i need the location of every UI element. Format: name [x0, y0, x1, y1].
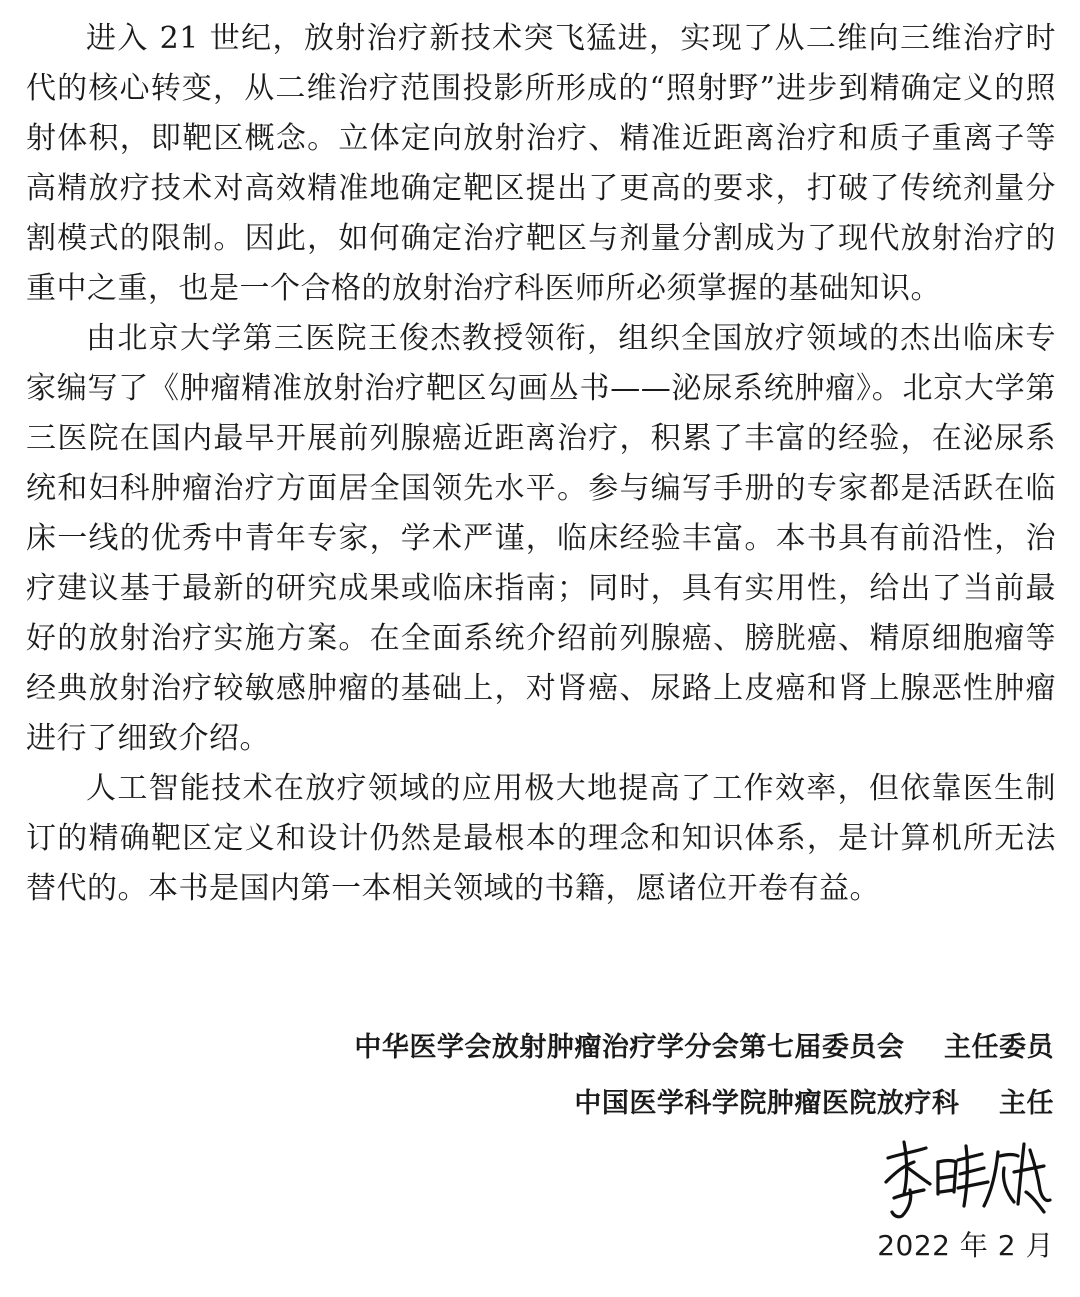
signature-block	[354, 1030, 1054, 1264]
paragraph-3: 人工智能技术在放疗领域的应用极大地提高了工作效率，但依靠医生制订的精确靶区定义和设计仍然是最根本的理念和知识体系，是计算机所无法替代的。本书是国内第一本相关领域的书籍，愿诸位开卷有益。	[26, 771, 1056, 906]
preface-body	[26, 14, 1056, 914]
author-title-line-2: 中国医学科学院肿瘤医院放疗科 主任	[574, 1088, 1054, 1119]
date-line: 2022 年 2 月	[877, 1229, 1054, 1262]
paragraph-1: 进入 21 世纪，放射治疗新技术突飞猛进，实现了从二维向三维治疗时代的核心转变，从二维治疗范围投影所形成的“照射野”进步到精确定义的照射体积，即靶区概念。立体定向放射治疗、精准近距离治疗和质子重离子等高精放疗技术对高效精准地确定靶区提出了更高的要求，打破了传统剂量分割模式的限制。因此，如何确定治疗靶区与剂量分割成为了现代放射治疗的重中之重，也是一个合格的放射治疗科医师所必须掌握的基础知识。	[26, 21, 1056, 306]
author-title-line-1: 中华医学会放射肿瘤治疗学分会第七届委员会 主任委员	[354, 1032, 1054, 1063]
handwritten-signature	[874, 1132, 1054, 1222]
paragraph-2: 由北京大学第三医院王俊杰教授领衔，组织全国放疗领域的杰出临床专家编写了《肿瘤精准放射治疗靶区勾画丛书——泌尿系统肿瘤》。北京大学第三医院在国内最早开展前列腺癌近距离治疗，积累了丰富的经验，在泌尿系统和妇科肿瘤治疗方面居全国领先水平。参与编写手册的专家都是活跃在临床一线的优秀中青年专家，学术严谨，临床经验丰富。本书具有前沿性，治疗建议基于最新的研究成果或临床指南；同时，具有实用性，给出了当前最好的放射治疗实施方案。在全面系统介绍前列腺癌、膀胱癌、精原细胞瘤等经典放射治疗较敏感肿瘤的基础上，对肾癌、尿路上皮癌和肾上腺恶性肿瘤进行了细致介绍。	[26, 321, 1056, 756]
